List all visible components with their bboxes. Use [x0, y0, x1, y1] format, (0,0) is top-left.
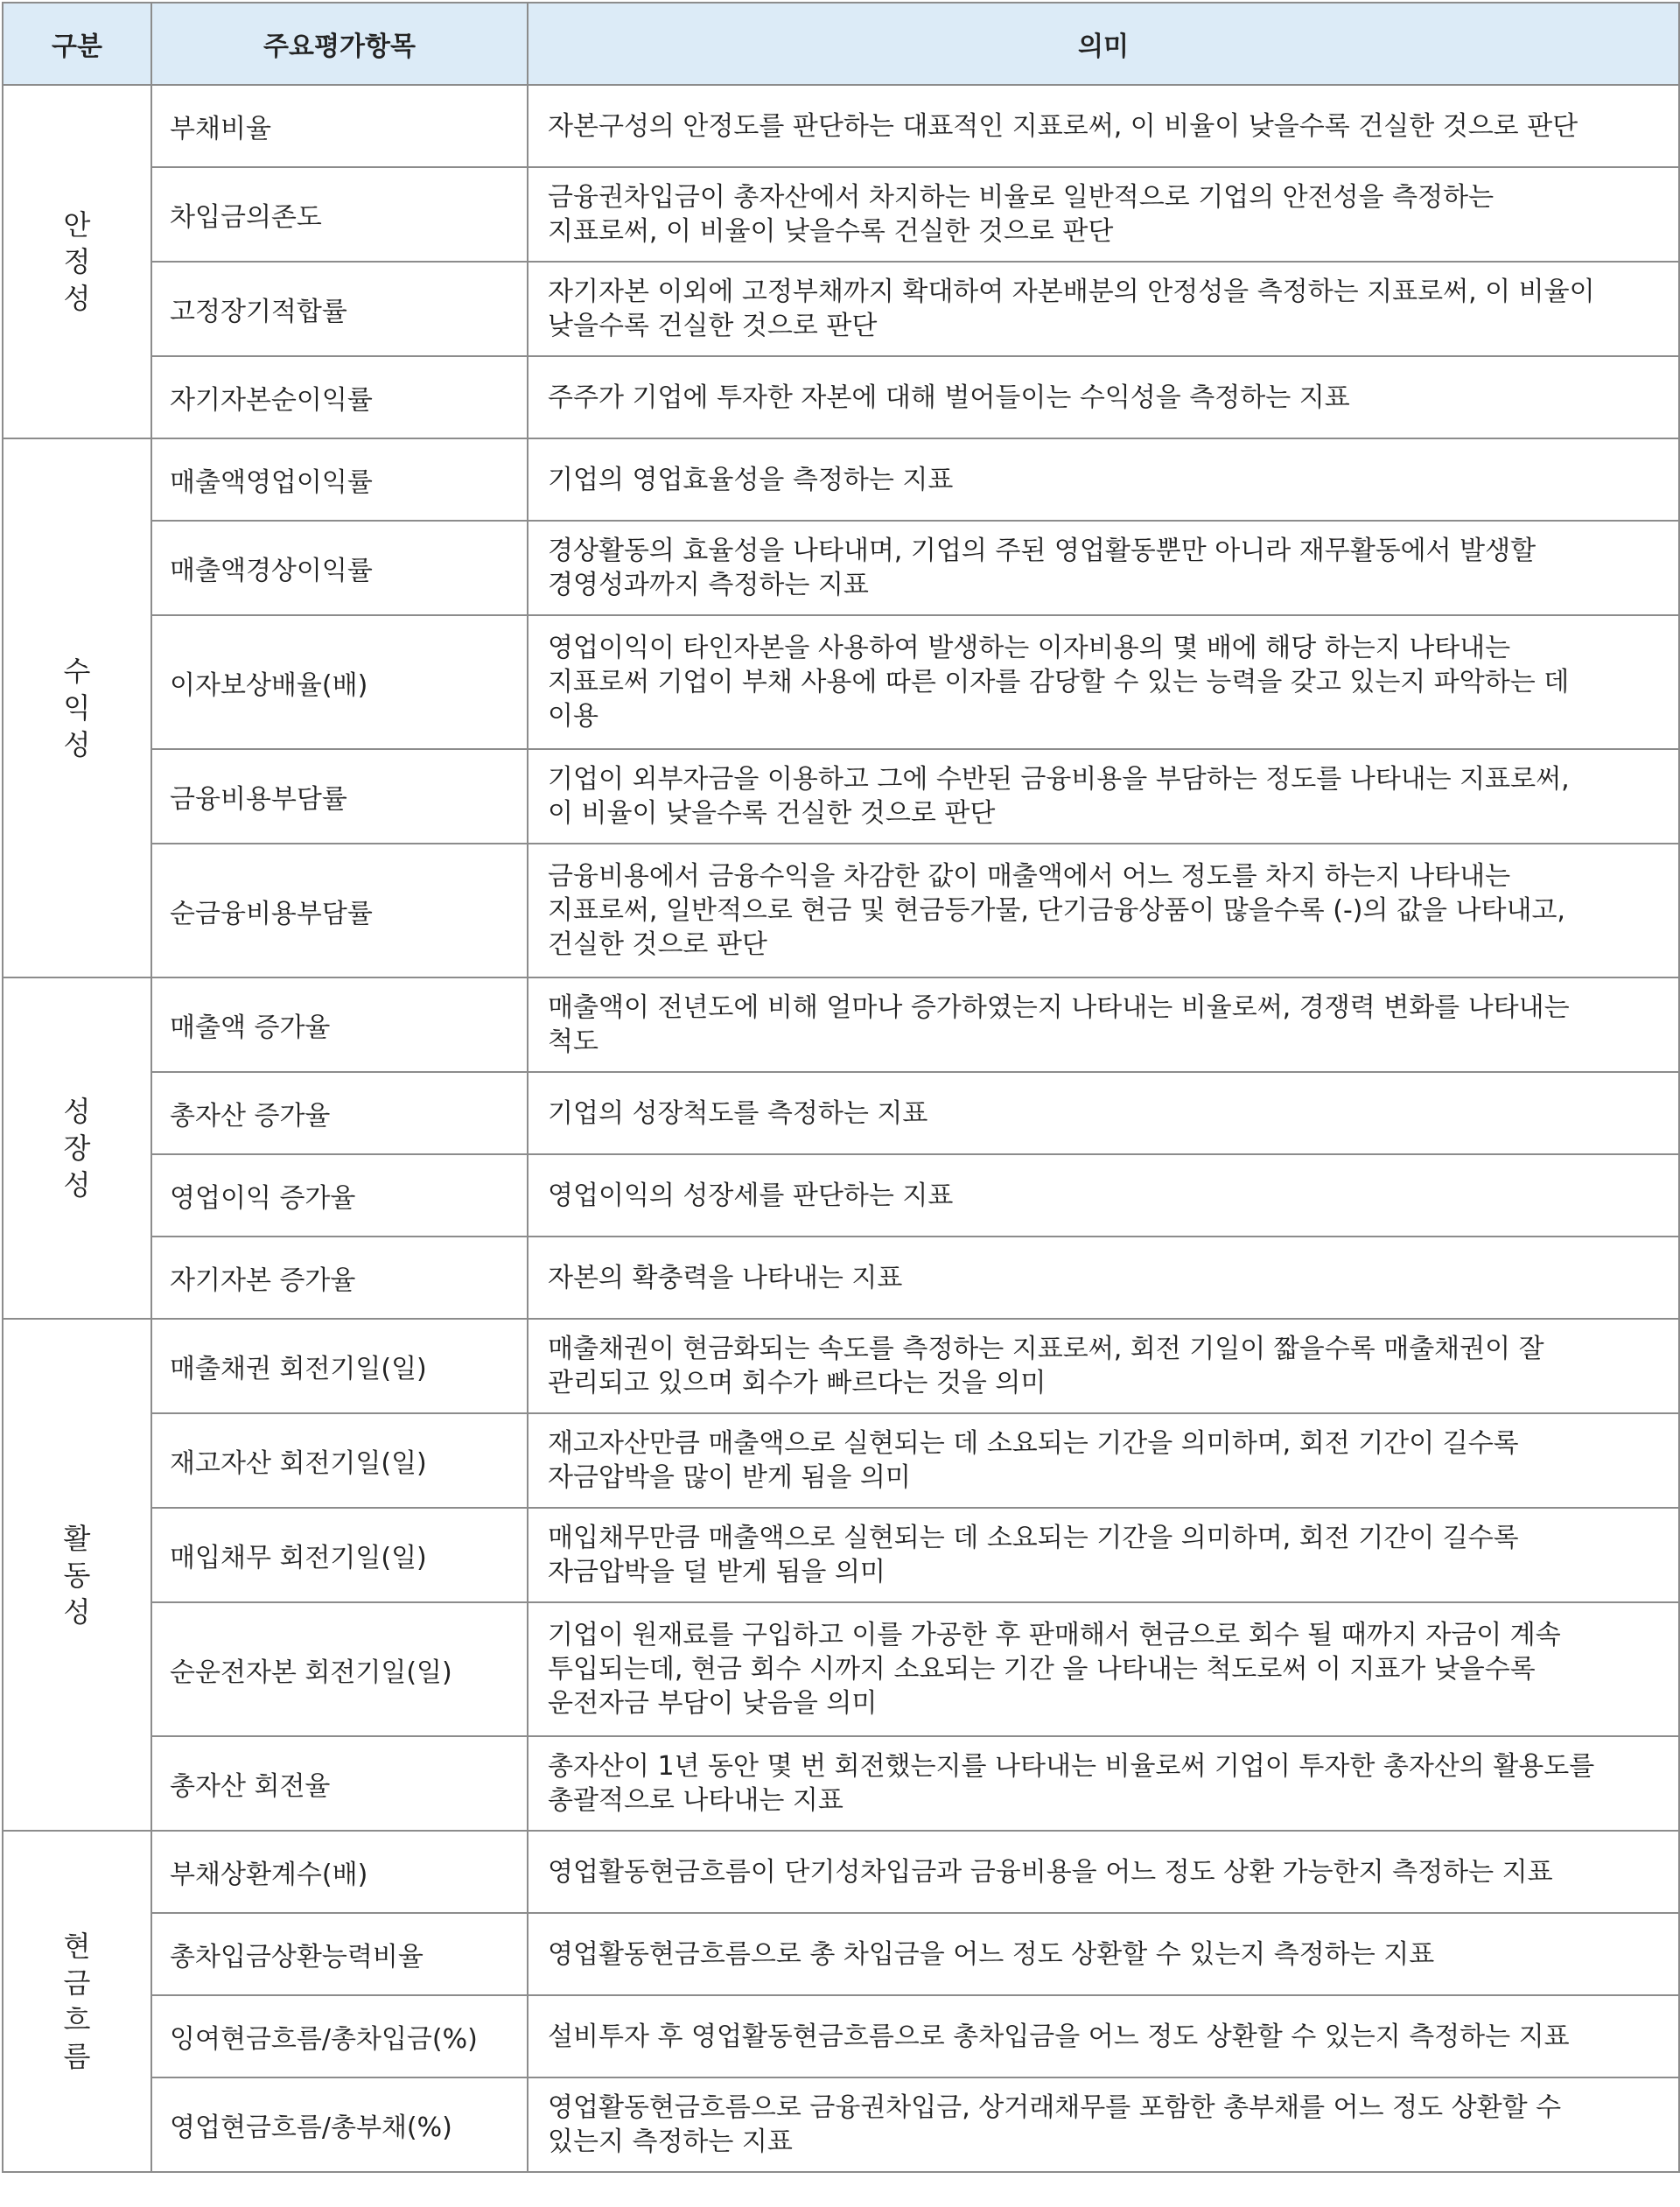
table-row: [3, 1154, 1679, 1237]
meaning-cell: 영업이익이 타인자본을 사용하여 발생하는 이자비용의 몇 배에 해당 하는지 나타내는 지표로써 기업이 부채 사용에 따른 이자를 감당할 수 있는 능력을 갖고 있는지 파악하는 데 이용: [528, 615, 1679, 749]
table-row: [3, 1602, 1679, 1736]
item-cell: 매입채무 회전기일(일): [151, 1508, 528, 1602]
meaning-cell: 주주가 기업에 투자한 자본에 대해 벌어들이는 수익성을 측정하는 지표: [528, 356, 1679, 438]
meaning-cell: 영업활동현금흐름으로 총 차입금을 어느 정도 상환할 수 있는지 측정하는 지표: [528, 1913, 1679, 1995]
category-cell-stability: 안 정 성: [3, 85, 151, 438]
item-cell: 순금융비용부담률: [151, 844, 528, 977]
item-cell: 총자산 회전율: [151, 1736, 528, 1831]
meaning-cell: 기업이 외부자금을 이용하고 그에 수반된 금융비용을 부담하는 정도를 나타내는 지표로써, 이 비율이 낮을수록 건실한 것으로 판단: [528, 749, 1679, 844]
table-row: [3, 615, 1679, 749]
meaning-cell: 자본구성의 안정도를 판단하는 대표적인 지표로써, 이 비율이 낮을수록 건실한 것으로 판단: [528, 85, 1679, 167]
item-cell: 잉여현금흐름/총차입금(%): [151, 1995, 528, 2077]
meaning-cell: 자기자본 이외에 고정부채까지 확대하여 자본배분의 안정성을 측정하는 지표로써, 이 비율이 낮을수록 건실한 것으로 판단: [528, 262, 1679, 356]
meaning-cell: 금융비용에서 금융수익을 차감한 값이 매출액에서 어느 정도를 차지 하는지 나타내는 지표로써, 일반적으로 현금 및 현금등가물, 단기금융상품이 많을수록 (-)의 값을 나타내고, 건실한 것으로 판단: [528, 844, 1679, 977]
table-header-row: [3, 3, 1679, 85]
meaning-cell: 기업의 성장척도를 측정하는 지표: [528, 1072, 1679, 1154]
item-cell: 매출채권 회전기일(일): [151, 1319, 528, 1413]
item-cell: 영업현금흐름/총부채(%): [151, 2077, 528, 2172]
evaluation-table-container: [2, 2, 1678, 2173]
item-cell: 부채비율: [151, 85, 528, 167]
table-row: [3, 167, 1679, 262]
item-cell: 매출액경상이익률: [151, 521, 528, 615]
item-cell: 부채상환계수(배): [151, 1831, 528, 1913]
meaning-cell: 영업활동현금흐름이 단기성차입금과 금융비용을 어느 정도 상환 가능한지 측정하는 지표: [528, 1831, 1679, 1913]
table-row: [3, 521, 1679, 615]
table-row: [3, 749, 1679, 844]
item-cell: 영업이익 증가율: [151, 1154, 528, 1237]
meaning-cell: 자본의 확충력을 나타내는 지표: [528, 1237, 1679, 1319]
meaning-cell: 영업이익의 성장세를 판단하는 지표: [528, 1154, 1679, 1237]
meaning-cell: 금융권차입금이 총자산에서 차지하는 비율로 일반적으로 기업의 안전성을 측정하는 지표로써, 이 비율이 낮을수록 건실한 것으로 판단: [528, 167, 1679, 262]
item-cell: 자기자본순이익률: [151, 356, 528, 438]
meaning-cell: 재고자산만큼 매출액으로 실현되는 데 소요되는 기간을 의미하며, 회전 기간이 길수록 자금압박을 많이 받게 됨을 의미: [528, 1413, 1679, 1508]
meaning-cell: 총자산이 1년 동안 몇 번 회전했는지를 나타내는 비율로써 기업이 투자한 총자산의 활용도를 총괄적으로 나타내는 지표: [528, 1736, 1679, 1831]
header-category: 구분: [3, 3, 151, 85]
meaning-cell: 매출채권이 현금화되는 속도를 측정하는 지표로써, 회전 기일이 짧을수록 매출채권이 잘 관리되고 있으며 회수가 빠르다는 것을 의미: [528, 1319, 1679, 1413]
table-row: [3, 262, 1679, 356]
item-cell: 매출액영업이익률: [151, 438, 528, 521]
table-row: [3, 1413, 1679, 1508]
table-row: [3, 1736, 1679, 1831]
table-row: [3, 977, 1679, 1072]
item-cell: 총차입금상환능력비율: [151, 1913, 528, 1995]
meaning-cell: 영업활동현금흐름으로 금융권차입금, 상거래채무를 포함한 총부채를 어느 정도 상환할 수 있는지 측정하는 지표: [528, 2077, 1679, 2172]
category-cell-growth: 성 장 성: [3, 977, 151, 1319]
table-row: [3, 844, 1679, 977]
item-cell: 금융비용부담률: [151, 749, 528, 844]
meaning-cell: 기업의 영업효율성을 측정하는 지표: [528, 438, 1679, 521]
meaning-cell: 매출액이 전년도에 비해 얼마나 증가하였는지 나타내는 비율로써, 경쟁력 변화를 나타내는 척도: [528, 977, 1679, 1072]
meaning-cell: 경상활동의 효율성을 나타내며, 기업의 주된 영업활동뿐만 아니라 재무활동에서 발생할 경영성과까지 측정하는 지표: [528, 521, 1679, 615]
table-row: [3, 438, 1679, 521]
header-meaning: 의미: [528, 3, 1679, 85]
item-cell: 매출액 증가율: [151, 977, 528, 1072]
meaning-cell: 매입채무만큼 매출액으로 실현되는 데 소요되는 기간을 의미하며, 회전 기간이 길수록 자금압박을 덜 받게 됨을 의미: [528, 1508, 1679, 1602]
item-cell: 총자산 증가율: [151, 1072, 528, 1154]
item-cell: 고정장기적합률: [151, 262, 528, 356]
item-cell: 이자보상배율(배): [151, 615, 528, 749]
table-row: [3, 1072, 1679, 1154]
item-cell: 차입금의존도: [151, 167, 528, 262]
header-item: 주요평가항목: [151, 3, 528, 85]
item-cell: 자기자본 증가율: [151, 1237, 528, 1319]
category-cell-cashflow: 현 금 흐 름: [3, 1831, 151, 2172]
item-cell: 재고자산 회전기일(일): [151, 1413, 528, 1508]
table-row: [3, 1913, 1679, 1995]
table-row: [3, 1508, 1679, 1602]
table-row: [3, 1319, 1679, 1413]
meaning-cell: 설비투자 후 영업활동현금흐름으로 총차입금을 어느 정도 상환할 수 있는지 측정하는 지표: [528, 1995, 1679, 2077]
category-cell-profitability: 수 익 성: [3, 438, 151, 977]
table-row: [3, 1831, 1679, 1913]
table-row: [3, 1237, 1679, 1319]
table-row: [3, 1995, 1679, 2077]
category-cell-activity: 활 동 성: [3, 1319, 151, 1831]
evaluation-items-table: [2, 2, 1680, 2173]
table-row: [3, 356, 1679, 438]
table-row: [3, 85, 1679, 167]
table-row: [3, 2077, 1679, 2172]
item-cell: 순운전자본 회전기일(일): [151, 1602, 528, 1736]
meaning-cell: 기업이 원재료를 구입하고 이를 가공한 후 판매해서 현금으로 회수 될 때까지 자금이 계속 투입되는데, 현금 회수 시까지 소요되는 기간 을 나타내는 척도로써 이 지표가 낮을수록 운전자금 부담이 낮음을 의미: [528, 1602, 1679, 1736]
